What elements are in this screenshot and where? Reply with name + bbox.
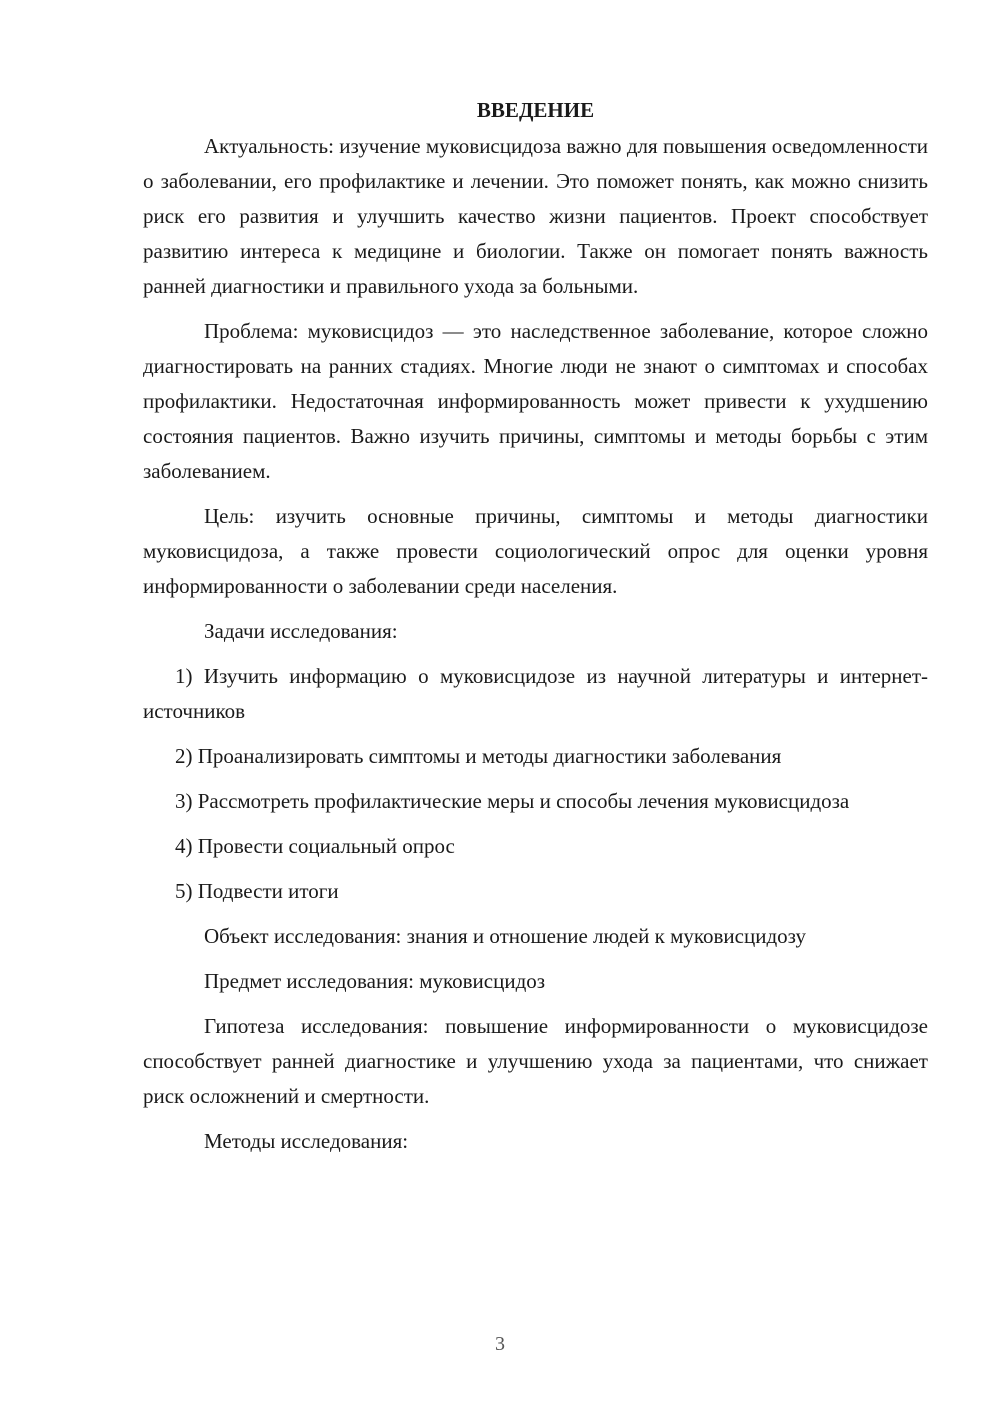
paragraph-methods: Методы исследования: (204, 1129, 409, 1153)
document-page (143, 95, 928, 1159)
section-title: ВВЕДЕНИЕ (476, 98, 595, 122)
task-item-4: 4) Провести социальный опрос (175, 834, 455, 858)
task-item-1: 1) Изучить информацию о муковисцидозе из научной литературы и интернет-источников (143, 664, 928, 723)
task-item-2: 2) Проанализировать симптомы и методы диагностики заболевания (175, 744, 782, 768)
paragraph-goal: Цель: изучить основные причины, симптомы и методы диагностики муковисцидоза, а также провести социологический опрос для оценки уровня информированности о заболевании среди населения. (143, 504, 928, 598)
paragraph-relevance: Актуальность: изучение муковисцидоза важно для повышения осведомленности о заболевании, его профилактике и лечении. Это поможет понять, как можно снизить риск его развития и улучшить качество жизни пациентов. Проект способствует развитию интереса к медицине и биологии. Также он помогает понять важность ранней диагностики и правильного ухода за больными. (143, 134, 928, 298)
task-item-5: 5) Подвести итоги (175, 879, 339, 903)
paragraph-problem: Проблема: муковисцидоз — это наследственное заболевание, которое сложно диагностировать на ранних стадиях. Многие люди не знают о симптомах и способах профилактики. Недостаточная информированность может привести к ухудшению состояния пациентов. Важно изучить причины, симптомы и методы борьбы с этим заболеванием. (143, 319, 928, 483)
paragraph-tasks-heading: Задачи исследования: (204, 619, 398, 643)
page-number: 3 (495, 1333, 505, 1355)
paragraph-subject: Предмет исследования: муковисцидоз (204, 969, 546, 993)
task-item-3: 3) Рассмотреть профилактические меры и способы лечения муковисцидоза (175, 789, 850, 813)
paragraph-object: Объект исследования: знания и отношение людей к муковисцидозу (204, 924, 806, 948)
paragraph-hypothesis: Гипотеза исследования: повышение информированности о муковисцидозе способствует ранней диагностике и улучшению ухода за пациентами, что снижает риск осложнений и смертности. (143, 1014, 928, 1108)
